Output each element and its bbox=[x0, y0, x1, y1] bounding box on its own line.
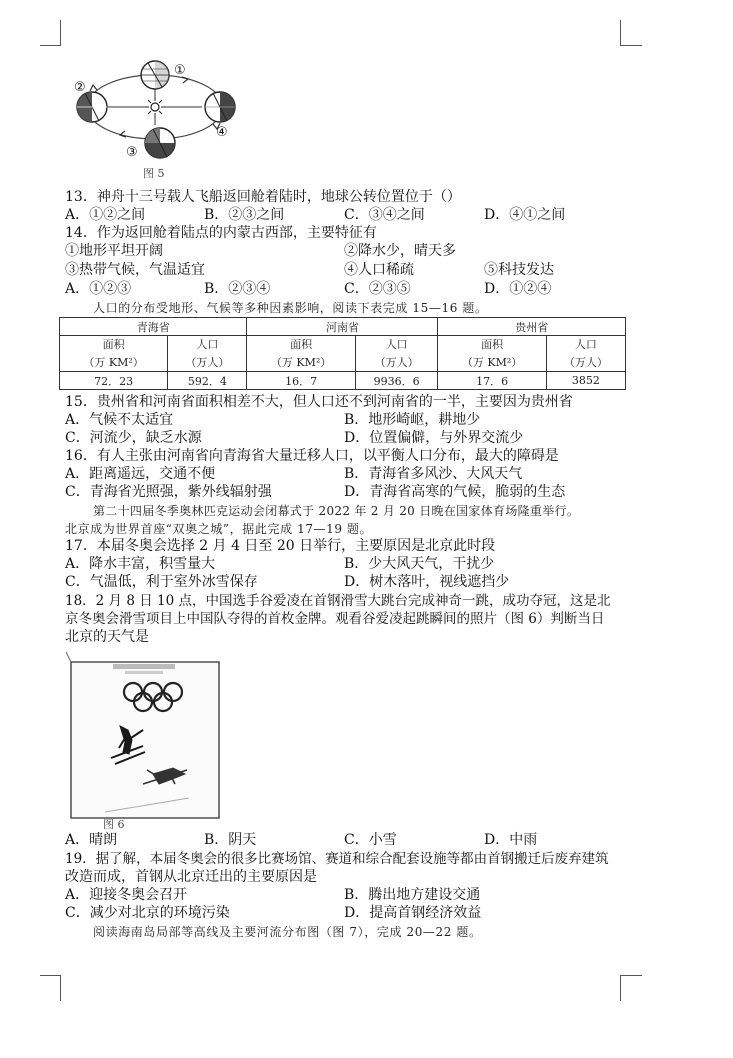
figure-5-caption: 图 5 bbox=[143, 167, 165, 180]
crop-mark bbox=[620, 45, 642, 46]
q13-option-c: C．③④之间 bbox=[344, 207, 425, 223]
question-19-stem-line-2: 改造而成，首钢从北京迁出的主要原因是 bbox=[65, 869, 317, 885]
q14-option-c: C．②③⑤ bbox=[344, 281, 411, 297]
q16-option-b: B．青海省多风沙、大风天气 bbox=[344, 466, 523, 482]
question-18-stem-line-3: 北京的天气是 bbox=[65, 629, 149, 645]
earth-orbit-illustration bbox=[70, 55, 245, 175]
table-col-area-unit: （万 KM²） bbox=[247, 353, 355, 372]
q15-option-d: D．位置偏僻，与外界交流少 bbox=[344, 430, 524, 446]
table-col-area: 面积 bbox=[438, 336, 546, 353]
table-col-population: 人口 bbox=[355, 336, 438, 353]
crop-mark bbox=[60, 975, 61, 1001]
table-col-area-unit: （万 KM²） bbox=[60, 353, 168, 372]
question-17-stem: 17．本届冬奥会选择 2 月 4 日至 20 日举行，主要原因是北京此时段 bbox=[65, 538, 496, 554]
q19-option-d: D．提高首钢经济效益 bbox=[344, 905, 482, 921]
q14-item-5: ⑤科技发达 bbox=[484, 262, 554, 278]
q19-option-a: A．迎接冬奥会召开 bbox=[65, 887, 188, 903]
table-col-population-unit: （万人） bbox=[546, 353, 625, 372]
intro-20-22: 阅读海南岛局部等高线及主要河流分布图（图 7），完成 20—22 题。 bbox=[93, 925, 482, 939]
q17-option-c: C．气温低，利于室外冰雪保存 bbox=[65, 574, 258, 590]
table-cell-area: 17．6 bbox=[438, 372, 546, 390]
q18-option-b: B．阴天 bbox=[204, 832, 257, 848]
intro-15-16: 人口的分布受地形、气候等多种因素影响，阅读下表完成 15—16 题。 bbox=[93, 301, 488, 315]
table-col-population: 人口 bbox=[546, 336, 625, 353]
q15-option-a: A．气候不太适宜 bbox=[65, 412, 174, 428]
q14-item-3: ③热带气候，气温适宜 bbox=[65, 262, 205, 278]
table-col-area: 面积 bbox=[60, 336, 168, 353]
sun-icon bbox=[145, 97, 165, 117]
table-header-province: 河南省 bbox=[247, 318, 438, 336]
table-col-population-unit: （万人） bbox=[355, 353, 438, 372]
q14-item-1: ①地形平坦开阔 bbox=[65, 243, 163, 259]
table-cell-population: 3852 bbox=[546, 372, 625, 390]
earth-position-1-icon bbox=[141, 61, 169, 89]
q19-option-c: C．减少对北京的环境污染 bbox=[65, 905, 230, 921]
q18-option-c: C．小雪 bbox=[344, 832, 397, 848]
q17-option-b: B．少大风天气，干扰少 bbox=[344, 556, 495, 572]
q14-item-2: ②降水少，晴天多 bbox=[344, 243, 456, 259]
q13-option-d: D．④①之间 bbox=[484, 207, 566, 223]
figure-6-ski-jump-photo bbox=[65, 648, 223, 823]
table-header-province: 贵州省 bbox=[438, 318, 626, 336]
question-15-stem: 15．贵州省和河南省面积相差不大，但人口还不到河南省的一半，主要因为贵州省 bbox=[65, 394, 573, 410]
table-header-province: 青海省 bbox=[60, 318, 247, 336]
table-cell-population: 592．4 bbox=[168, 372, 247, 390]
intro-17-19-line-2: 北京成为世界首座“双奥之城”，据此完成 17—19 题。 bbox=[65, 522, 373, 536]
earth-position-4-icon bbox=[205, 92, 235, 122]
q13-option-a: A．①②之间 bbox=[65, 207, 146, 223]
q16-option-c: C．青海省光照强，紫外线辐射强 bbox=[65, 484, 272, 500]
q16-option-d: D．青海省高寒的气候，脆弱的生态 bbox=[344, 484, 566, 500]
crop-mark bbox=[40, 975, 61, 976]
question-18-stem-line-2: 京冬奥会滑雪项目上中国队夺得的首枚金牌。观看谷爱凌起跳瞬间的照片（图 6）判断当日 bbox=[65, 611, 605, 627]
crop-mark bbox=[620, 975, 642, 976]
figure-6-caption: 图 6 bbox=[103, 818, 125, 831]
figure-5-orbit-diagram bbox=[70, 55, 245, 175]
orbit-marker-1: ① bbox=[174, 63, 186, 78]
earth-position-2-icon bbox=[77, 92, 107, 122]
q14-option-b: B．②③④ bbox=[204, 281, 271, 297]
crop-mark bbox=[620, 20, 621, 46]
orbit-marker-3: ③ bbox=[126, 145, 138, 160]
crop-mark bbox=[60, 20, 61, 46]
question-14-stem: 14．作为返回舱着陆点的内蒙古西部，主要特征有 bbox=[65, 225, 377, 241]
orbit-marker-4: ④ bbox=[216, 125, 228, 140]
q18-option-a: A．晴朗 bbox=[65, 832, 118, 848]
question-18-stem-line-1: 18．2 月 8 日 10 点，中国选手谷爱凌在首钢滑雪大跳台完成神奇一跳，成功夺冠，这是北 bbox=[65, 593, 611, 609]
population-table bbox=[59, 317, 626, 390]
question-13-stem: 13．神舟十三号载人飞船返回舱着陆时，地球公转位置位于（） bbox=[65, 189, 461, 205]
orbit-marker-2: ② bbox=[74, 80, 86, 95]
table-cell-population: 9936．6 bbox=[355, 372, 438, 390]
q17-option-a: A．降水丰富，积雪量大 bbox=[65, 556, 216, 572]
q18-option-d: D．中雨 bbox=[484, 832, 538, 848]
ski-jump-photo-image bbox=[65, 648, 223, 823]
q19-option-b: B．腾出地方建设交通 bbox=[344, 887, 481, 903]
question-19-stem-line-1: 19．据了解，本届冬奥会的很多比赛场馆、赛道和综合配套设施等都由首钢搬迁后废弃建筑 bbox=[65, 851, 609, 867]
crop-mark bbox=[620, 975, 621, 1001]
table-col-area: 面积 bbox=[247, 336, 355, 353]
q16-option-a: A．距离遥远，交通不便 bbox=[65, 466, 216, 482]
q14-item-4: ④人口稀疏 bbox=[344, 262, 414, 278]
q17-option-d: D．树木落叶，视线遮挡少 bbox=[344, 574, 510, 590]
question-16-stem: 16．有人主张由河南省向青海省大量迁移人口，以平衡人口分布，最大的障碍是 bbox=[65, 448, 559, 464]
table-cell-area: 16．7 bbox=[247, 372, 355, 390]
table-cell-area: 72．23 bbox=[60, 372, 168, 390]
q15-option-b: B．地形崎岖，耕地少 bbox=[344, 412, 481, 428]
q14-option-d: D．①②④ bbox=[484, 281, 552, 297]
crop-mark bbox=[40, 45, 61, 46]
earth-position-3-icon bbox=[145, 128, 175, 158]
q15-option-c: C．河流少，缺乏水源 bbox=[65, 430, 202, 446]
table-col-population-unit: （万人） bbox=[168, 353, 247, 372]
intro-17-19-line-1: 第二十四届冬季奥林匹克运动会闭幕式于 2022 年 2 月 20 日晚在国家体育场隆重举行。 bbox=[93, 504, 580, 518]
q14-option-a: A．①②③ bbox=[65, 281, 132, 297]
q13-option-b: B．②③之间 bbox=[204, 207, 285, 223]
table-col-area-unit: （万 KM²） bbox=[438, 353, 546, 372]
table-col-population: 人口 bbox=[168, 336, 247, 353]
